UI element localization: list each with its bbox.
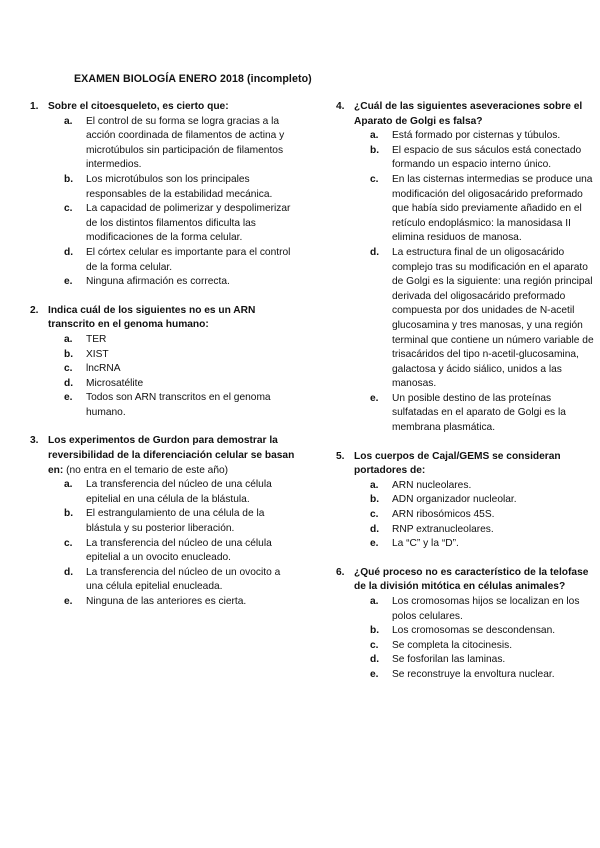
answer-options [354, 129, 594, 435]
answer-option [48, 115, 296, 173]
option-text: ADN organizador nucleolar. [392, 494, 517, 506]
answer-options [354, 595, 594, 683]
option-text: El córtex celular es importante para el control de la forma celular. [86, 246, 291, 273]
answer-option [48, 202, 296, 246]
option-letter: e. [370, 668, 379, 680]
option-text: Ninguna afirmación es correcta. [86, 276, 230, 288]
option-text: En las cisternas intermedias se produce una modificación del oligosacárido preformado que había sido previamente añadido en el retículo endoplásmico: la manosidasa II elimina residuos de manosa. [392, 173, 593, 244]
option-text: El espacio de sus sáculos está conectado formando un espacio interno único. [392, 144, 582, 171]
question-text: Indica cuál de los siguientes no es un ARN transcrito en el genoma humano: [48, 304, 256, 331]
option-letter: c. [370, 509, 379, 521]
option-letter: a. [370, 130, 379, 142]
option-letter: e. [370, 392, 379, 404]
question-2 [26, 304, 296, 421]
option-letter: b. [370, 144, 380, 156]
right-column [332, 100, 594, 683]
answer-option [48, 362, 296, 377]
answer-options [48, 115, 296, 290]
option-text: La transferencia del núcleo de una célula epitelial a un ovocito enucleado. [86, 537, 272, 564]
question-text: ¿Cuál de las siguientes aseveraciones sobre el Aparato de Golgi es falsa? [354, 101, 583, 127]
option-text: Está formado por cisternas y túbulos. [392, 130, 561, 142]
option-text: RNP extranucleolares. [392, 523, 494, 535]
option-text: ARN nucleolares. [392, 479, 472, 491]
answer-option [354, 624, 594, 639]
option-letter: a. [64, 115, 73, 127]
answer-option [354, 668, 594, 683]
option-text: Se fosforilan las laminas. [392, 654, 506, 666]
question-4 [332, 100, 594, 436]
answer-option [48, 595, 296, 610]
option-text: La transferencia del núcleo de una célula epitelial en una célula de la blástula. [86, 479, 272, 505]
option-letter: c. [64, 203, 73, 215]
option-text: La capacidad de polimerizar y despolimerizar de los distintos filamentos dificulta las modificaciones de la forma celular. [86, 203, 291, 244]
question-6 [332, 566, 594, 683]
answer-option [354, 537, 594, 552]
answer-option [354, 639, 594, 654]
answer-option [354, 595, 594, 624]
answer-option [354, 392, 594, 436]
question-number: 4. [336, 101, 345, 112]
question-3 [26, 434, 296, 609]
option-letter: e. [370, 538, 379, 550]
option-letter: a. [64, 333, 73, 345]
question-1 [26, 100, 296, 290]
answer-option [48, 391, 296, 420]
option-text: Los cromosomas hijos se localizan en los polos celulares. [392, 596, 580, 622]
answer-option [354, 479, 594, 494]
option-text: Se completa la citocinesis. [392, 639, 513, 651]
answer-option [48, 537, 296, 566]
option-text: La “C” y la “D”. [392, 538, 459, 550]
option-letter: d. [64, 566, 74, 578]
question-5 [332, 450, 594, 552]
question-number: 3. [30, 435, 39, 447]
option-letter: d. [370, 246, 380, 258]
option-letter: c. [64, 363, 73, 375]
option-text: Los cromosomas se descondensan. [392, 625, 556, 637]
option-text: El control de su forma se logra gracias a la acción coordinada de filamentos de actina y microtúbulos sin participación de filamentos intermedios. [86, 115, 285, 171]
answer-option [354, 493, 594, 508]
answer-options [354, 479, 594, 552]
answer-option [354, 246, 594, 392]
option-letter: d. [370, 523, 380, 535]
answer-option [48, 478, 296, 507]
answer-option [48, 507, 296, 536]
answer-option [48, 333, 296, 348]
option-text: Ninguna de las anteriores es cierta. [86, 596, 247, 607]
option-letter: b. [370, 494, 380, 506]
question-text: Los experimentos de Gurdon para demostrar la reversibilidad de la diferenciación celular se basan en: [48, 435, 295, 476]
question-text: ¿Qué proceso no es característico de la telofase de la división mitótica en células animales? [354, 566, 589, 593]
answer-option [354, 173, 594, 246]
exam-title: EXAMEN BIOLOGÍA ENERO 2018 (incompleto) [74, 73, 312, 85]
option-text: Microsatélite [86, 377, 144, 389]
question-text: Sobre el citoesqueleto, es cierto que: [48, 101, 229, 112]
option-letter: b. [64, 508, 74, 520]
answer-option [48, 275, 296, 290]
answer-option [354, 129, 594, 144]
option-text: TER [86, 333, 107, 345]
option-text: La transferencia del núcleo de un ovocito a una célula epitelial enucleada. [86, 566, 281, 593]
option-letter: c. [64, 537, 73, 549]
option-letter: c. [370, 173, 379, 185]
option-text: ARN ribosómicos 45S. [392, 509, 495, 521]
option-letter: b. [64, 173, 74, 185]
option-letter: e. [64, 596, 73, 607]
answer-option [48, 566, 296, 595]
option-text: Se reconstruye la envoltura nuclear. [392, 668, 555, 680]
option-text: lncRNA [86, 363, 121, 375]
option-letter: a. [370, 479, 379, 491]
question-number: 1. [30, 101, 39, 112]
option-letter: e. [64, 276, 73, 288]
answer-option [354, 144, 594, 173]
option-letter: b. [64, 348, 74, 360]
question-number: 2. [30, 304, 39, 316]
answer-option [354, 508, 594, 523]
question-note: (no entra en el temario de este año) [63, 464, 229, 476]
option-letter: d. [64, 246, 74, 258]
option-letter: a. [370, 596, 379, 607]
answer-option [48, 348, 296, 363]
option-letter: a. [64, 479, 73, 491]
option-letter: d. [370, 654, 380, 666]
answer-option [354, 653, 594, 668]
option-text: El estrangulamiento de una célula de la blástula y su posterior liberación. [86, 508, 265, 535]
answer-option [354, 523, 594, 538]
answer-option [48, 246, 296, 275]
option-text: La estructura final de un oligosacárido complejo tras su modificación en el aparato de Golgi es la siguiente: una región principal derivada del oligosacárido preformado compuesta por dos unidades de N-acetil glucosamina y tres manosas, y una región terminal que contiene un número variable de trisacáridos del tipo n-acetil-glucosamina, galactosa y ácido siálico, unidos a las manosas. [392, 246, 594, 390]
option-text: Un posible destino de las proteínas sulfatadas en el aparato de Golgi es la membrana plasmática. [392, 392, 566, 434]
answer-option [48, 173, 296, 202]
answer-option [48, 377, 296, 392]
option-letter: d. [64, 377, 74, 389]
option-letter: c. [370, 639, 379, 651]
question-number: 5. [336, 450, 345, 462]
option-text: Todos son ARN transcritos en el genoma humano. [86, 392, 271, 418]
answer-options [48, 333, 296, 421]
option-letter: b. [370, 625, 380, 637]
option-text: Los microtúbulos son los principales responsables de la estabilidad mecánica. [86, 173, 273, 200]
question-number: 6. [336, 566, 345, 578]
option-text: XIST [86, 348, 109, 360]
question-text: Los cuerpos de Cajal/GEMS se consideran portadores de: [354, 450, 561, 477]
left-column [26, 100, 296, 610]
answer-options [48, 478, 296, 609]
option-letter: e. [64, 392, 73, 404]
